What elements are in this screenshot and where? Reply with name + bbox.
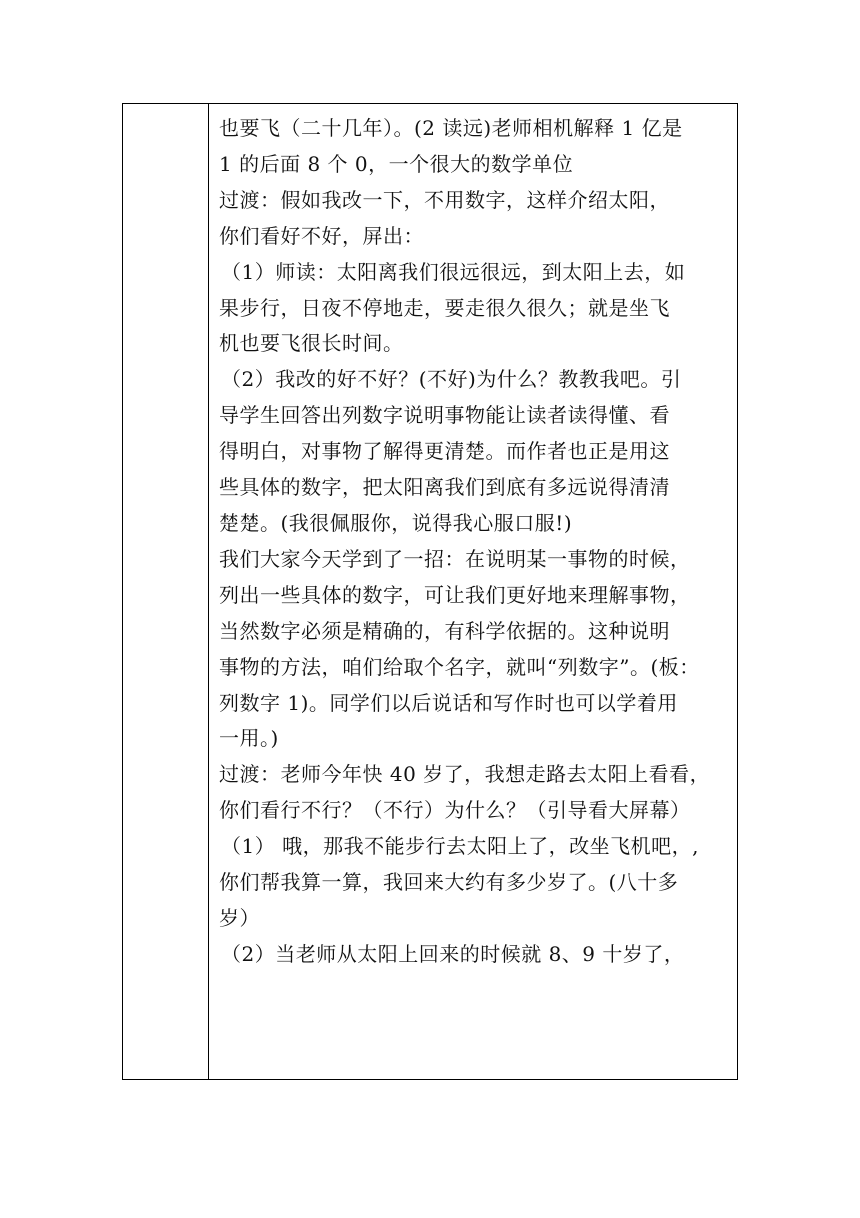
text-line: 过渡：老师今年快 40 岁了，我想走路去太阳上看看， — [219, 762, 711, 787]
table-left-cell — [123, 104, 209, 1079]
text-line: 岁） — [219, 905, 260, 930]
text-line: 过渡：假如我改一下，不用数字，这样介绍太阳， — [219, 187, 670, 212]
text-line: 你们看行不行？（不行）为什么？（引导看大屏幕） — [219, 798, 691, 823]
text-line: 一用。) — [219, 726, 279, 751]
text-line: （1） 哦，那我不能步行去太阳上了，改坐飞机吧，, — [221, 834, 699, 859]
text-line: 导学生回答出列数字说明事物能让读者读得懂、看 — [219, 403, 670, 428]
text-line: 你们帮我算一算，我回来大约有多少岁了。(八十多 — [219, 870, 679, 895]
text-line: 机也要飞很长时间。 — [219, 331, 404, 356]
table-content-cell — [209, 104, 737, 1079]
text-line: 果步行，日夜不停地走，要走很久很久；就是坐飞 — [219, 295, 670, 320]
text-line: （1）师读：太阳离我们很远很远，到太阳上去，如 — [221, 259, 686, 284]
text-line: 得明白，对事物了解得更清楚。而作者也正是用这 — [219, 439, 670, 464]
text-line: 楚楚。(我很佩服你，说得我心服口服!) — [219, 510, 573, 535]
text-line: （2）我改的好不好？(不好)为什么？教教我吧。引 — [221, 367, 682, 392]
text-line: 些具体的数字，把太阳离我们到底有多远说得清清 — [219, 475, 670, 500]
text-line: 1 的后面 8 个 0，一个很大的数学单位 — [219, 151, 574, 176]
text-line: 也要飞（二十几年）。(2 读远)老师相机解释 1 亿是 — [219, 116, 683, 140]
text-line: （2）当老师从太阳上回来的时候就 8、9 十岁了， — [221, 941, 685, 966]
text-line: 当然数字必须是精确的，有科学依据的。这种说明 — [219, 618, 670, 643]
text-line: 列出一些具体的数字，可让我们更好地来理解事物， — [219, 582, 691, 607]
text-line: 你们看好不好，屏出： — [219, 223, 424, 248]
text-line: 我们大家今天学到了一招：在说明某一事物的时候， — [219, 546, 691, 571]
text-line: 事物的方法，咱们给取个名字，就叫“列数字”。(板： — [219, 654, 700, 679]
text-line: 列数字 1)。同学们以后说话和写作时也可以学着用 — [219, 690, 678, 715]
lesson-table — [122, 103, 738, 1080]
